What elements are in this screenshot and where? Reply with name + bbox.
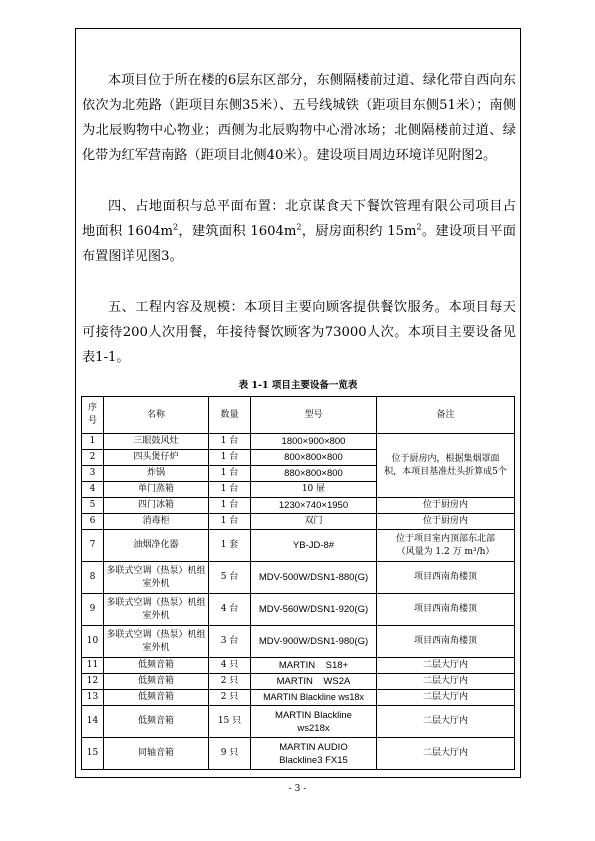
table-row xyxy=(82,626,515,658)
cell-model: 双门 xyxy=(251,514,377,530)
paragraph-location: 本项目位于所在楼的6层东区部分，东侧隔楼前过道、绿化带自西向东依次为北苑路（距项目东侧35米）、五号线城铁（距项目东侧51米）；南侧为北辰购物中心物业；西侧为北辰购物中心滑冰场；北侧隔楼前过道、绿化带为红军营南路（距项目北侧40米）。建设项目周边环境详见附图2。 xyxy=(82,73,516,163)
cell-remark: 二层大厅内 xyxy=(377,658,515,674)
table-row xyxy=(82,498,515,514)
cell-model: MARTIN WS2A xyxy=(251,674,377,690)
cell-qty: 1 台 xyxy=(209,482,251,498)
cell-qty: 15 只 xyxy=(209,706,251,738)
cell-qty: 1 台 xyxy=(209,514,251,530)
cell-model: MARTIN AUDIO Blackline3 FX15 xyxy=(251,738,377,770)
table-row xyxy=(82,706,515,738)
cell-seq: 8 xyxy=(82,562,104,594)
cell-model: MARTIN Blackline ws18x xyxy=(251,690,377,706)
cell-qty: 2 只 xyxy=(209,690,251,706)
cell-name: 四门冰箱 xyxy=(104,498,209,514)
cell-seq: 5 xyxy=(82,498,104,514)
cell-remark: 二层大厅内 xyxy=(377,674,515,690)
cell-model: MDV-500W/DSN1-880(G) xyxy=(251,562,377,594)
cell-seq: 4 xyxy=(82,482,104,498)
cell-remark-merged: 位于厨房内，根据集烟罩面积，本项目基准灶头折算成5个 xyxy=(377,434,515,498)
table-header-row xyxy=(82,397,515,434)
cell-qty: 1 套 xyxy=(209,530,251,562)
cell-remark-line1: 位于项目室内顶部东北部 xyxy=(395,533,495,544)
cell-model: MDV-900W/DSN1-980(G) xyxy=(251,626,377,658)
cell-name: 三眼鼓风灶 xyxy=(104,434,209,450)
cell-qty: 2 只 xyxy=(209,674,251,690)
cell-seq: 11 xyxy=(82,658,104,674)
cell-name: 多联式空调（热泵）机组室外机 xyxy=(104,626,209,658)
cell-qty: 3 台 xyxy=(209,626,251,658)
cell-name: 单门蒸箱 xyxy=(104,482,209,498)
cell-remark xyxy=(377,530,515,562)
cell-seq: 12 xyxy=(82,674,104,690)
cell-model: 10 屉 xyxy=(251,482,377,498)
table-row xyxy=(82,434,515,450)
cell-model: MARTIN Blackline ws218x xyxy=(251,706,377,738)
cell-qty: 9 只 xyxy=(209,738,251,770)
cell-qty: 5 台 xyxy=(209,562,251,594)
cell-name: 消毒柜 xyxy=(104,514,209,530)
cell-remark: 二层大厅内 xyxy=(377,738,515,770)
cell-remark: 位于厨房内 xyxy=(377,514,515,530)
cell-seq: 2 xyxy=(82,450,104,466)
cell-model: 1230×740×1950 xyxy=(251,498,377,514)
table-row xyxy=(82,514,515,530)
header-model: 型号 xyxy=(251,397,377,434)
paragraph-scope: 五、工程内容及规模：本项目主要向顾客提供餐饮服务。本项目每天可接待200人次用餐，年接待餐饮顾客为73000人次。本项目主要设备见表1-1。 xyxy=(82,300,516,365)
cell-remark: 项目西南角楼顶 xyxy=(377,626,515,658)
cell-model: 1800×900×800 xyxy=(251,434,377,450)
header-seq: 序号 xyxy=(82,397,104,434)
cell-remark: 二层大厅内 xyxy=(377,706,515,738)
header-qty: 数量 xyxy=(209,397,251,434)
cell-name: 低频音箱 xyxy=(104,674,209,690)
header-name: 名称 xyxy=(104,397,209,434)
cell-name: 同轴音箱 xyxy=(104,738,209,770)
header-remark: 备注 xyxy=(377,397,515,434)
cell-qty: 1 台 xyxy=(209,434,251,450)
cell-qty: 1 台 xyxy=(209,466,251,482)
table-row xyxy=(82,594,515,626)
cell-name: 低频音箱 xyxy=(104,658,209,674)
cell-name: 低频音箱 xyxy=(104,706,209,738)
equipment-table xyxy=(81,396,515,770)
cell-qty: 1 台 xyxy=(209,498,251,514)
cell-model: MDV-560W/DSN1-920(G) xyxy=(251,594,377,626)
table-row xyxy=(82,738,515,770)
cell-name: 多联式空调（热泵）机组室外机 xyxy=(104,562,209,594)
page-number: - 3 - xyxy=(288,784,307,794)
cell-seq: 3 xyxy=(82,466,104,482)
cell-model: 880×800×800 xyxy=(251,466,377,482)
table-row xyxy=(82,690,515,706)
cell-name: 油烟净化器 xyxy=(104,530,209,562)
cell-seq: 1 xyxy=(82,434,104,450)
cell-seq: 9 xyxy=(82,594,104,626)
cell-name: 低频音箱 xyxy=(104,690,209,706)
cell-model: MARTIN S18+ xyxy=(251,658,377,674)
cell-seq: 14 xyxy=(82,706,104,738)
cell-seq: 7 xyxy=(82,530,104,562)
table-row xyxy=(82,674,515,690)
cell-model: 800×800×800 xyxy=(251,450,377,466)
cell-qty: 1 台 xyxy=(209,450,251,466)
cell-remark: 二层大厅内 xyxy=(377,690,515,706)
table-row xyxy=(82,562,515,594)
cell-remark-line2: （风量为 1.2 万 m³/h） xyxy=(396,546,495,557)
cell-model: YB-JD-8# xyxy=(251,530,377,562)
paragraph-area: 四、占地面积与总平面布置：北京谋食天下餐饮管理有限公司项目占地面积 $1604m^2$，建筑面积 $1604m^2$，厨房面积约 $15m^2$。建设项目平面布置图详见图3。 xyxy=(82,199,516,264)
table-row xyxy=(82,530,515,562)
cell-seq: 13 xyxy=(82,690,104,706)
cell-remark: 项目西南角楼顶 xyxy=(377,594,515,626)
cell-remark: 位于厨房内 xyxy=(377,498,515,514)
cell-qty: 4 台 xyxy=(209,594,251,626)
cell-remark: 项目西南角楼顶 xyxy=(377,562,515,594)
cell-seq: 6 xyxy=(82,514,104,530)
table-row xyxy=(82,658,515,674)
cell-qty: 4 只 xyxy=(209,658,251,674)
cell-name: 多联式空调（热泵）机组室外机 xyxy=(104,594,209,626)
cell-name: 四头煲仔炉 xyxy=(104,450,209,466)
table-caption: 表 1-1 项目主要设备一览表 xyxy=(238,380,358,391)
cell-name: 炸锅 xyxy=(104,466,209,482)
cell-seq: 10 xyxy=(82,626,104,658)
cell-seq: 15 xyxy=(82,738,104,770)
